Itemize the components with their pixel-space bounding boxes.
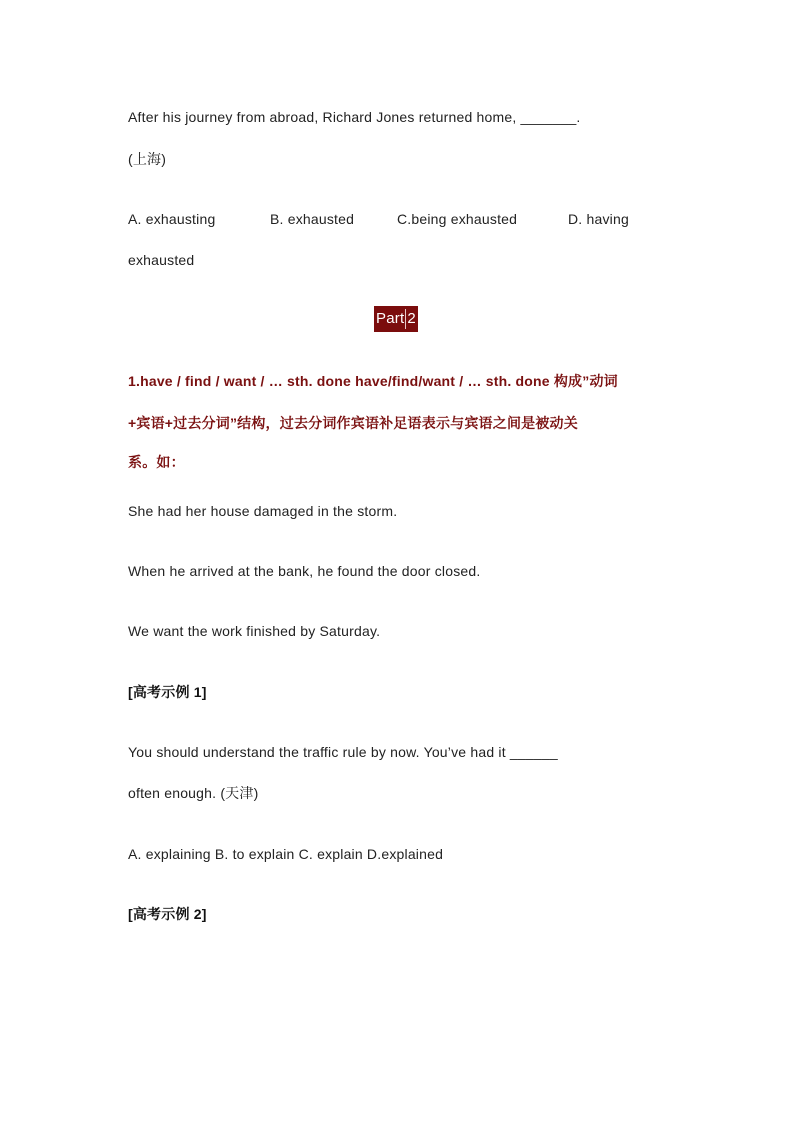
question-2-stem-line-1: You should understand the traffic rule by now. You’ve had it ______ [128, 744, 558, 760]
example-sentence-2: When he arrived at the bank, he found the door closed. [128, 563, 481, 579]
exam-example-heading-2: [高考示例 2] [128, 906, 207, 922]
question-1-option-d-wrap: exhausted [128, 252, 195, 268]
exam-example-heading-1: [高考示例 1] [128, 684, 207, 700]
example-sentence-1: She had her house damaged in the storm. [128, 503, 398, 519]
part-badge-number: 2 [407, 310, 416, 327]
question-2-options: A. explaining B. to explain C. explain D.explained [128, 846, 444, 862]
rule-line-1: 1.have / find / want / … sth. done have/find/want / … sth. done 构成”动词 [128, 373, 618, 389]
question-2-stem-line-2: often enough. (天津) [128, 785, 259, 801]
question-1-stem: After his journey from abroad, Richard Jones returned home, _______. [128, 109, 581, 125]
question-1-source: (上海) [128, 151, 167, 167]
question-1-option-b: B. exhausted [270, 211, 355, 227]
part-badge-label: Part [376, 310, 405, 327]
question-1-option-c: C.being exhausted [397, 211, 518, 227]
question-1-option-a: A. exhausting [128, 211, 216, 227]
question-1-option-d: D. having [568, 211, 629, 227]
example-sentence-3: We want the work finished by Saturday. [128, 623, 381, 639]
rule-line-3: 系。如： [128, 454, 185, 470]
rule-line-2: +宾语+过去分词”结构，过去分词作宾语补足语表示与宾语之间是被动关 [128, 415, 578, 431]
part-badge [374, 306, 418, 332]
